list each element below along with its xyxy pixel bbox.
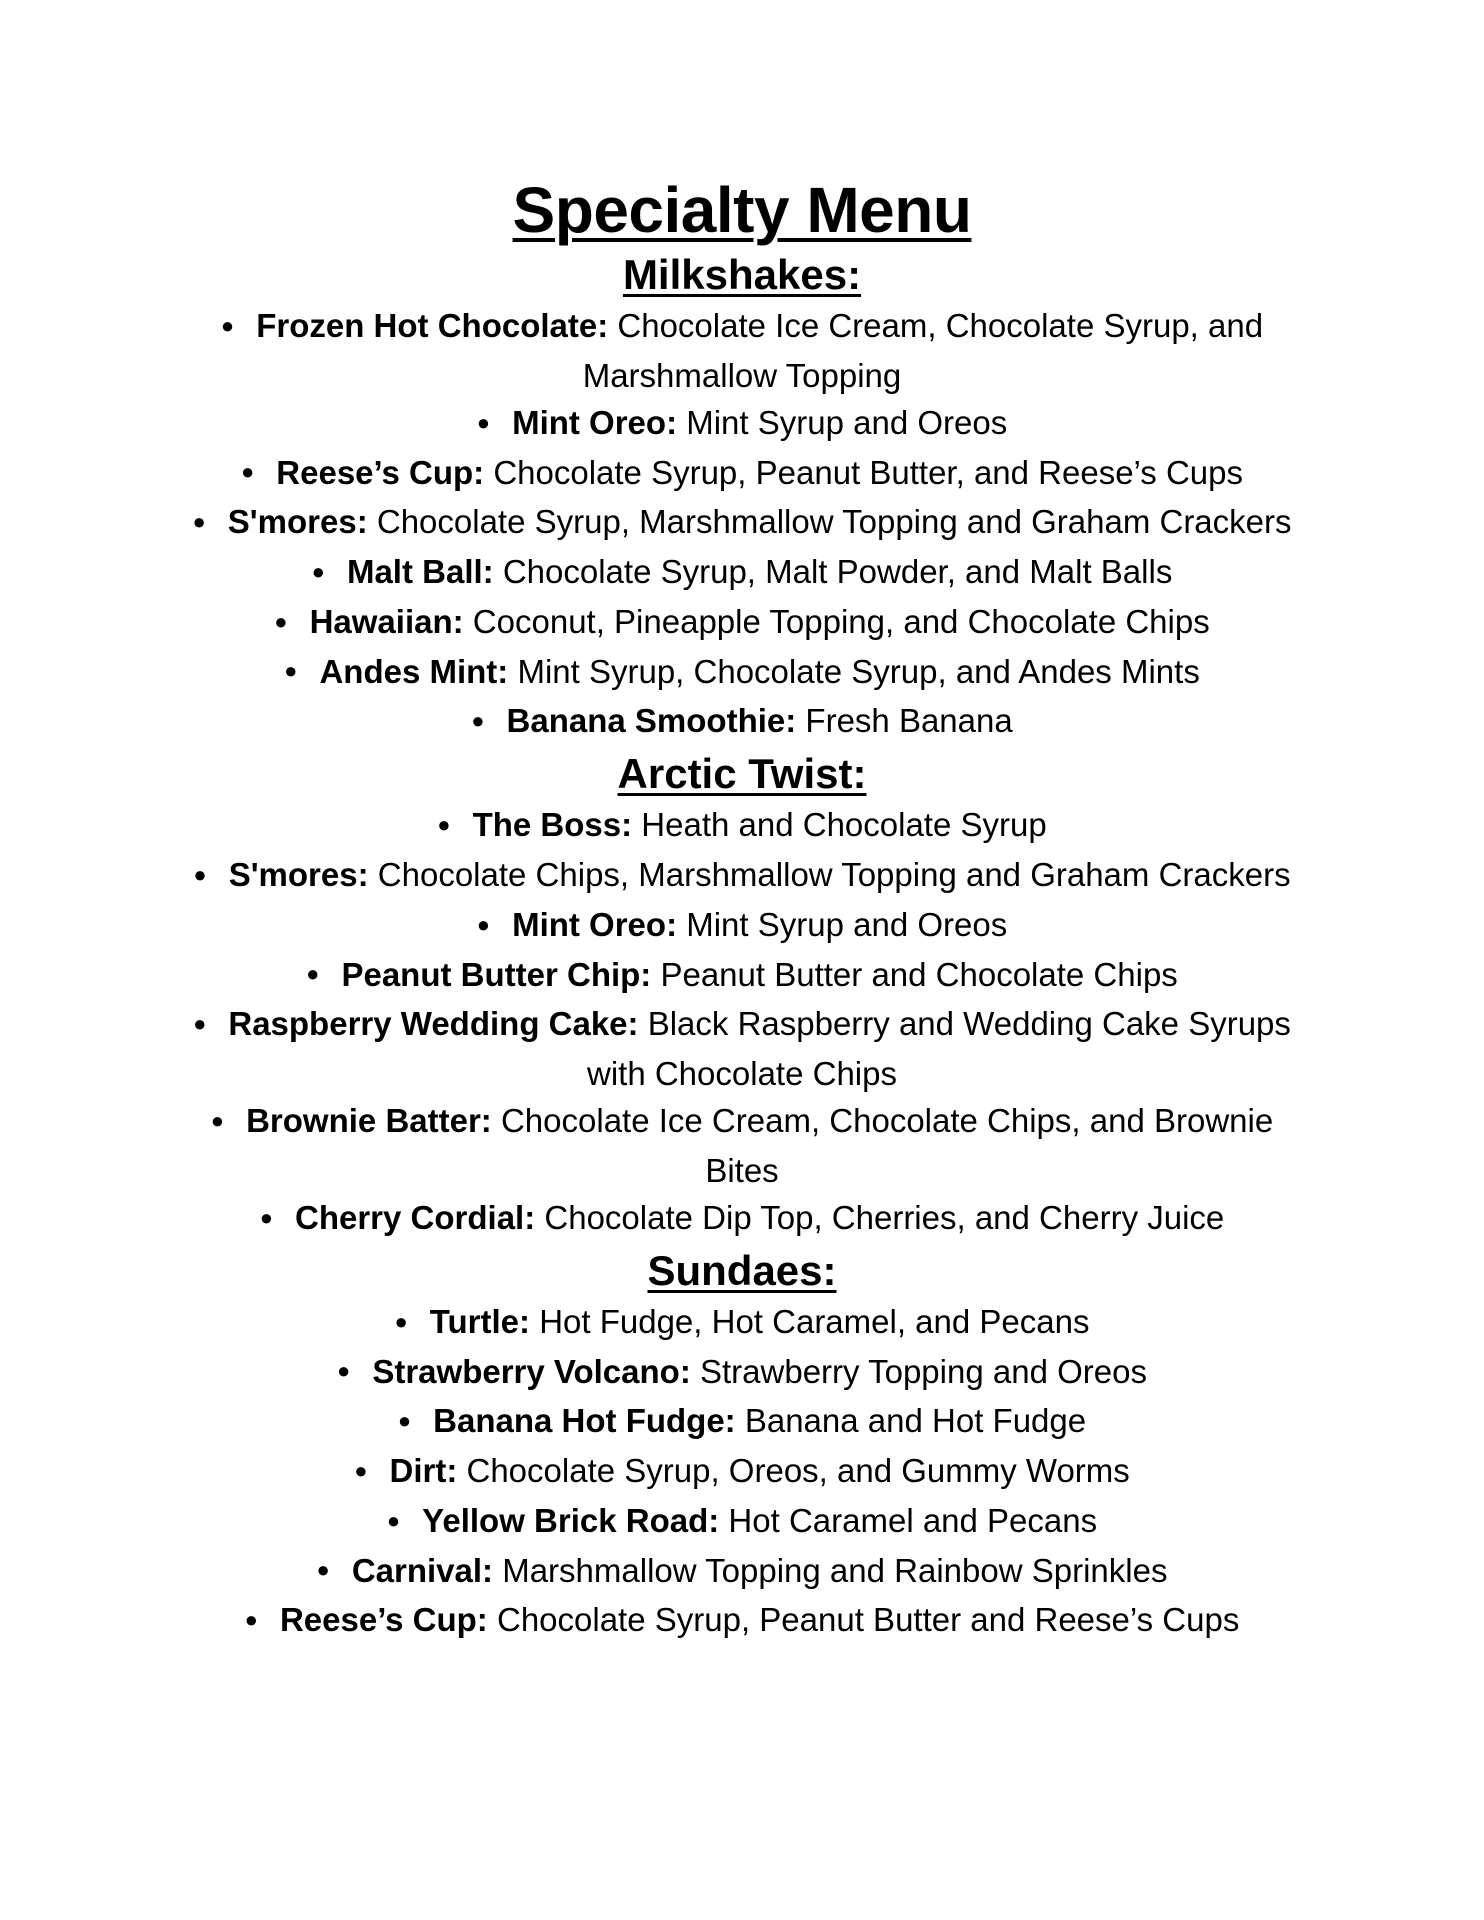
item-name: S'mores: — [228, 856, 369, 894]
item-name: Malt Ball: — [346, 553, 494, 591]
arctic-twist-list — [190, 801, 1294, 1243]
bullet-icon: ● — [354, 1457, 368, 1483]
section-heading: Arctic Twist: — [617, 750, 867, 798]
list-item — [190, 302, 1294, 399]
bullet-icon: ● — [192, 509, 206, 535]
item-name: Turtle: — [429, 1302, 531, 1340]
list-item — [190, 801, 1294, 851]
item-description: Mint Syrup and Oreos — [686, 403, 1008, 441]
list-item — [190, 901, 1294, 951]
item-name: Reese’s Cup: — [279, 1601, 488, 1639]
item-name: Hawaiian: — [309, 602, 464, 640]
item-name: Carnival: — [351, 1551, 494, 1589]
bullet-icon: ● — [397, 1408, 412, 1434]
item-description: Chocolate Ice Cream, Chocolate Chips, and Brownie Bites — [500, 1102, 1274, 1189]
bullet-icon: ● — [394, 1308, 408, 1334]
item-description: Hot Caramel and Pecans — [728, 1501, 1098, 1539]
bullet-icon: ● — [386, 1507, 401, 1533]
bullet-icon: ● — [259, 1204, 273, 1230]
item-description: Chocolate Syrup, Malt Powder, and Malt Balls — [502, 553, 1173, 591]
list-item — [190, 951, 1294, 1001]
item-description: Chocolate Syrup, Peanut Butter and Reese’s Cups — [496, 1601, 1240, 1639]
bullet-icon: ● — [193, 861, 207, 887]
item-name: S'mores: — [227, 503, 368, 541]
list-item — [190, 1348, 1294, 1398]
item-name: Yellow Brick Road: — [422, 1501, 720, 1539]
item-name: Mint Oreo: — [512, 905, 678, 943]
bullet-icon: ● — [311, 558, 325, 584]
item-description: Chocolate Chips, Marshmallow Topping and Graham Crackers — [377, 856, 1291, 894]
list-item — [190, 1497, 1294, 1547]
item-name: Brownie Batter: — [246, 1102, 492, 1140]
bullet-icon: ● — [476, 911, 491, 937]
item-name: Strawberry Volcano: — [372, 1352, 691, 1390]
bullet-icon: ● — [476, 409, 491, 435]
list-item — [190, 548, 1294, 598]
list-item — [190, 1596, 1294, 1646]
milkshakes-list — [190, 302, 1294, 747]
item-description: Black Raspberry and Wedding Cake Syrups with Chocolate Chips — [587, 1005, 1291, 1093]
item-name: Peanut Butter Chip: — [341, 955, 652, 993]
item-name: Banana Smoothie: — [506, 702, 797, 740]
bullet-icon: ● — [306, 961, 320, 987]
list-item — [190, 1194, 1294, 1244]
item-name: Raspberry Wedding Cake: — [228, 1005, 639, 1043]
bullet-icon: ● — [471, 708, 485, 734]
item-name: Mint Oreo: — [512, 403, 678, 441]
list-item — [190, 1397, 1294, 1447]
item-name: Frozen Hot Chocolate: — [256, 307, 609, 344]
bullet-icon: ● — [244, 1607, 258, 1633]
bullet-icon: ● — [210, 1107, 225, 1133]
list-item — [190, 1298, 1294, 1348]
item-name: Andes Mint: — [319, 652, 509, 690]
item-name: Reese’s Cup: — [276, 453, 485, 491]
item-description: Marshmallow Topping and Rainbow Sprinkles — [502, 1551, 1168, 1589]
list-item — [190, 1547, 1294, 1597]
section-heading: Sundaes: — [647, 1246, 837, 1294]
bullet-icon: ● — [337, 1358, 351, 1384]
section-sundaes — [190, 1244, 1294, 1646]
item-description: Chocolate Syrup, Marshmallow Topping and Graham Crackers — [376, 503, 1292, 541]
item-description: Banana and Hot Fudge — [744, 1402, 1087, 1440]
item-description: Strawberry Topping and Oreos — [699, 1352, 1147, 1390]
item-name: Cherry Cordial: — [295, 1198, 536, 1236]
item-description: Chocolate Ice Cream, Chocolate Syrup, and Marshmallow Topping — [582, 307, 1264, 394]
item-description: Peanut Butter and Chocolate Chips — [660, 955, 1178, 993]
bullet-icon: ● — [240, 459, 255, 485]
section-milkshakes — [190, 248, 1294, 747]
list-item — [190, 648, 1294, 698]
item-name: Dirt: — [389, 1452, 458, 1490]
list-item — [190, 1447, 1294, 1497]
item-description: Mint Syrup, Chocolate Syrup, and Andes Mints — [517, 652, 1200, 690]
item-name: Banana Hot Fudge: — [433, 1402, 736, 1440]
page-title: Specialty Menu — [512, 174, 972, 246]
bullet-icon: ● — [316, 1557, 330, 1583]
list-item — [190, 449, 1294, 499]
item-description: Chocolate Dip Top, Cherries, and Cherry Juice — [544, 1198, 1225, 1236]
list-item — [190, 851, 1294, 901]
item-description: Hot Fudge, Hot Caramel, and Pecans — [539, 1302, 1090, 1340]
list-item — [190, 1000, 1294, 1097]
item-name: The Boss: — [472, 806, 633, 844]
sundaes-list — [190, 1298, 1294, 1646]
list-item — [190, 697, 1294, 747]
list-item — [190, 498, 1294, 548]
bullet-icon: ● — [274, 608, 288, 634]
item-description: Fresh Banana — [805, 702, 1013, 740]
bullet-icon: ● — [220, 312, 235, 338]
bullet-icon: ● — [284, 658, 298, 684]
list-item — [190, 598, 1294, 648]
bullet-icon: ● — [193, 1011, 207, 1037]
section-heading: Milkshakes: — [622, 251, 862, 298]
list-item — [190, 399, 1294, 449]
bullet-icon: ● — [437, 812, 451, 838]
item-description: Coconut, Pineapple Topping, and Chocolate Chips — [472, 602, 1210, 640]
section-arctic-twist — [190, 747, 1294, 1243]
list-item — [190, 1097, 1294, 1194]
item-description: Heath and Chocolate Syrup — [641, 806, 1047, 844]
item-description: Chocolate Syrup, Oreos, and Gummy Worms — [466, 1452, 1130, 1490]
item-description: Chocolate Syrup, Peanut Butter, and Reese’s Cups — [493, 453, 1243, 491]
item-description: Mint Syrup and Oreos — [686, 905, 1008, 943]
